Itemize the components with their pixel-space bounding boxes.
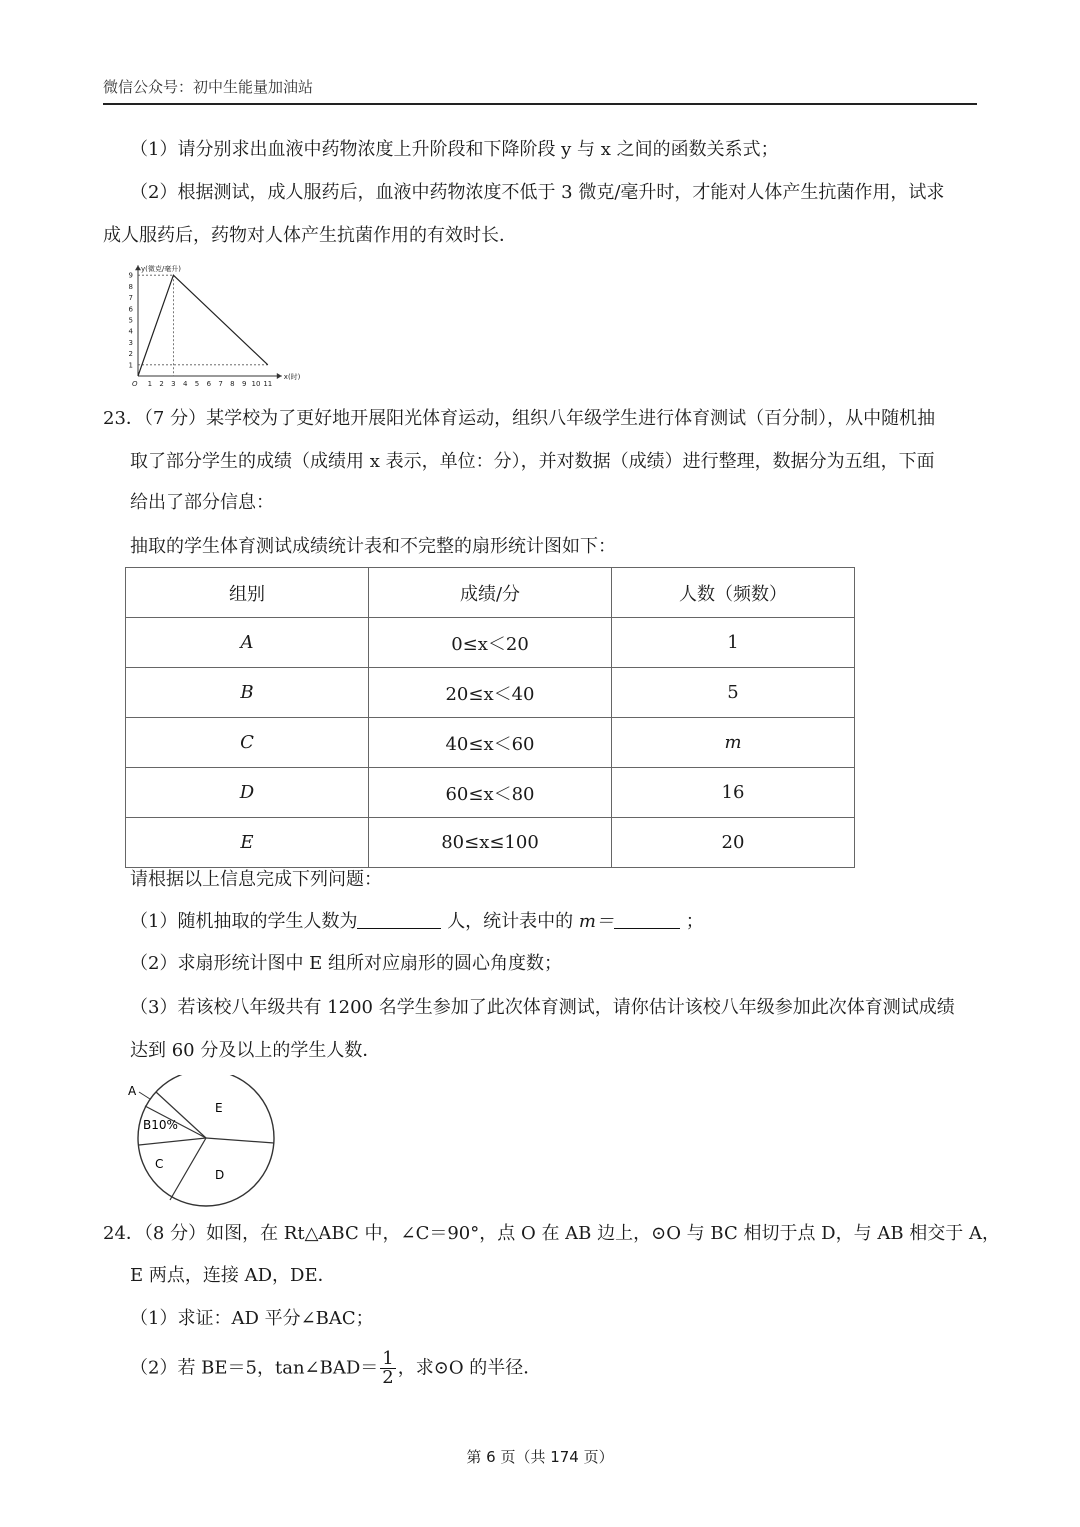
table-header-cell: 组别 xyxy=(126,568,369,618)
table-cell: 16 xyxy=(612,768,855,818)
y-tick-label: 7 xyxy=(128,294,133,303)
table-cell: 20≤x＜40 xyxy=(369,668,612,718)
q23-sub1-m: m＝ xyxy=(578,911,614,932)
y-tick-label: 4 xyxy=(128,327,133,336)
q22-part1: （1）请分别求出血液中药物浓度上升阶段和下降阶段 y 与 x 之间的函数关系式； xyxy=(130,139,779,160)
table-row xyxy=(126,768,855,818)
pie-divider xyxy=(170,1138,206,1200)
q24-sub2-text-a: （2）若 BE＝5，tan∠BAD＝ xyxy=(130,1357,379,1379)
y-tick-label: 9 xyxy=(128,271,133,280)
pie-label-d: D xyxy=(215,1168,225,1182)
pie-label-e: E xyxy=(215,1101,223,1115)
x-tick-label: 3 xyxy=(171,380,176,388)
q24-line2: E 两点，连接 AD，DE． xyxy=(130,1265,336,1286)
y-tick-label: 6 xyxy=(128,305,133,314)
table-cell: 40≤x＜60 xyxy=(369,718,612,768)
table-row xyxy=(126,618,855,668)
pie-label-c: C xyxy=(155,1157,164,1171)
q24-line1: 24．（8 分）如图，在 Rt△ABC 中，∠C＝90°，点 O 在 AB 边上，⊙O 与 BC 相切于点 D，与 AB 相交于 A， xyxy=(103,1223,1000,1244)
q23-sub1-text-b: 人，统计表中的 xyxy=(447,911,574,932)
q24-sub2 xyxy=(130,1350,541,1387)
fraction xyxy=(380,1350,395,1387)
x-tick-label: 2 xyxy=(159,380,164,388)
y-tick-label: 2 xyxy=(128,350,133,359)
x-tick-label: 8 xyxy=(230,380,235,388)
answer-blank[interactable] xyxy=(614,910,680,929)
q23-line4: 抽取的学生体育测试成绩统计表和不完整的扇形统计图如下： xyxy=(130,536,616,557)
pie-divider xyxy=(139,1138,206,1145)
concentration-line xyxy=(138,275,268,376)
table-cell: m xyxy=(612,718,855,768)
fraction-numerator: 1 xyxy=(382,1348,394,1369)
table-cell: 60≤x＜80 xyxy=(369,768,612,818)
q23-sub1-text-a: （1）随机抽取的学生人数为 xyxy=(130,911,358,932)
table-cell: E xyxy=(126,818,369,868)
x-tick-label: 6 xyxy=(206,380,212,388)
table-cell: 20 xyxy=(612,818,855,868)
y-tick-label: 3 xyxy=(128,338,133,347)
table-header-cell: 成绩/分 xyxy=(369,568,612,618)
q22-part2-line2: 成人服药后，药物对人体产生抗菌作用的有效时长． xyxy=(103,225,517,246)
x-tick-label: 4 xyxy=(182,380,188,388)
x-tick-label: 5 xyxy=(194,380,200,388)
table-cell: A xyxy=(126,618,369,668)
x-tick-label: 7 xyxy=(218,380,223,388)
table-header-row xyxy=(126,568,855,618)
q23-sub2: （2）求扇形统计图中 E 组所对应扇形的圆心角度数； xyxy=(130,953,563,974)
q23-sub3-line2: 达到 60 分及以上的学生人数． xyxy=(130,1040,381,1061)
x-axis-label: x(时) xyxy=(283,373,301,381)
x-tick-label: 11 xyxy=(263,380,273,388)
table-cell: B xyxy=(126,668,369,718)
y-tick-label: 5 xyxy=(128,316,133,325)
y-tick-label: 8 xyxy=(128,282,133,291)
table-cell: 5 xyxy=(612,668,855,718)
pie-label-a: A xyxy=(128,1084,137,1098)
answer-blank[interactable] xyxy=(357,910,441,929)
fraction-denominator: 2 xyxy=(382,1367,394,1388)
table-cell: 1 xyxy=(612,618,855,668)
x-axis-arrow xyxy=(277,373,282,379)
q23-prompt: 请根据以上信息完成下列问题： xyxy=(130,869,382,890)
pie-divider xyxy=(206,1138,274,1143)
q24-sub2-text-b: ，求⊙O 的半径． xyxy=(397,1357,542,1379)
q22-part2-line1: （2）根据测试，成人服药后，血液中药物浓度不低于 3 微克/毫升时，才能对人体产生抗菌作用，试求 xyxy=(130,182,945,203)
table-row xyxy=(126,668,855,718)
x-tick-label: 10 xyxy=(251,380,261,388)
page-header: 微信公众号：初中生能量加油站 xyxy=(103,76,977,105)
q23-sub1 xyxy=(130,910,704,934)
page-footer: 第 6 页（共 174 页） xyxy=(466,1448,614,1466)
table-cell: 80≤x≤100 xyxy=(369,818,612,868)
q24-sub1: （1）求证：AD 平分∠BAC； xyxy=(130,1308,374,1329)
x-tick-label: 1 xyxy=(147,380,153,388)
pie-leader-line xyxy=(139,1092,150,1099)
y-axis-label: y(微克/毫升) xyxy=(141,265,181,274)
table-row xyxy=(126,818,855,868)
q23-line2: 取了部分学生的成绩（成绩用 x 表示，单位：分），并对数据（成绩）进行整理，数据分为五组，下面 xyxy=(130,451,935,472)
pie-label-b: B10% xyxy=(143,1118,178,1132)
q23-line1: 23．（7 分）某学校为了更好地开展阳光体育运动，组织八年级学生进行体育测试（百分制），从中随机抽 xyxy=(103,408,936,429)
table-cell: C xyxy=(126,718,369,768)
score-table xyxy=(125,567,855,868)
table-cell: D xyxy=(126,768,369,818)
score-pie-chart xyxy=(120,1075,285,1210)
q23-sub3-line1: （3）若该校八年级共有 1200 名学生参加了此次体育测试，请你估计该校八年级参加此次体育测试成绩 xyxy=(130,997,955,1018)
table-row xyxy=(126,718,855,768)
q23-line3: 给出了部分信息： xyxy=(130,492,274,513)
drug-concentration-chart xyxy=(110,258,310,393)
table-cell: 0≤x＜20 xyxy=(369,618,612,668)
table-header-cell: 人数（频数） xyxy=(612,568,855,618)
q23-sub1-text-d: ； xyxy=(685,911,704,932)
y-tick-label: 1 xyxy=(128,361,133,370)
x-tick-label: 9 xyxy=(241,380,247,388)
origin-label: O xyxy=(132,380,138,388)
